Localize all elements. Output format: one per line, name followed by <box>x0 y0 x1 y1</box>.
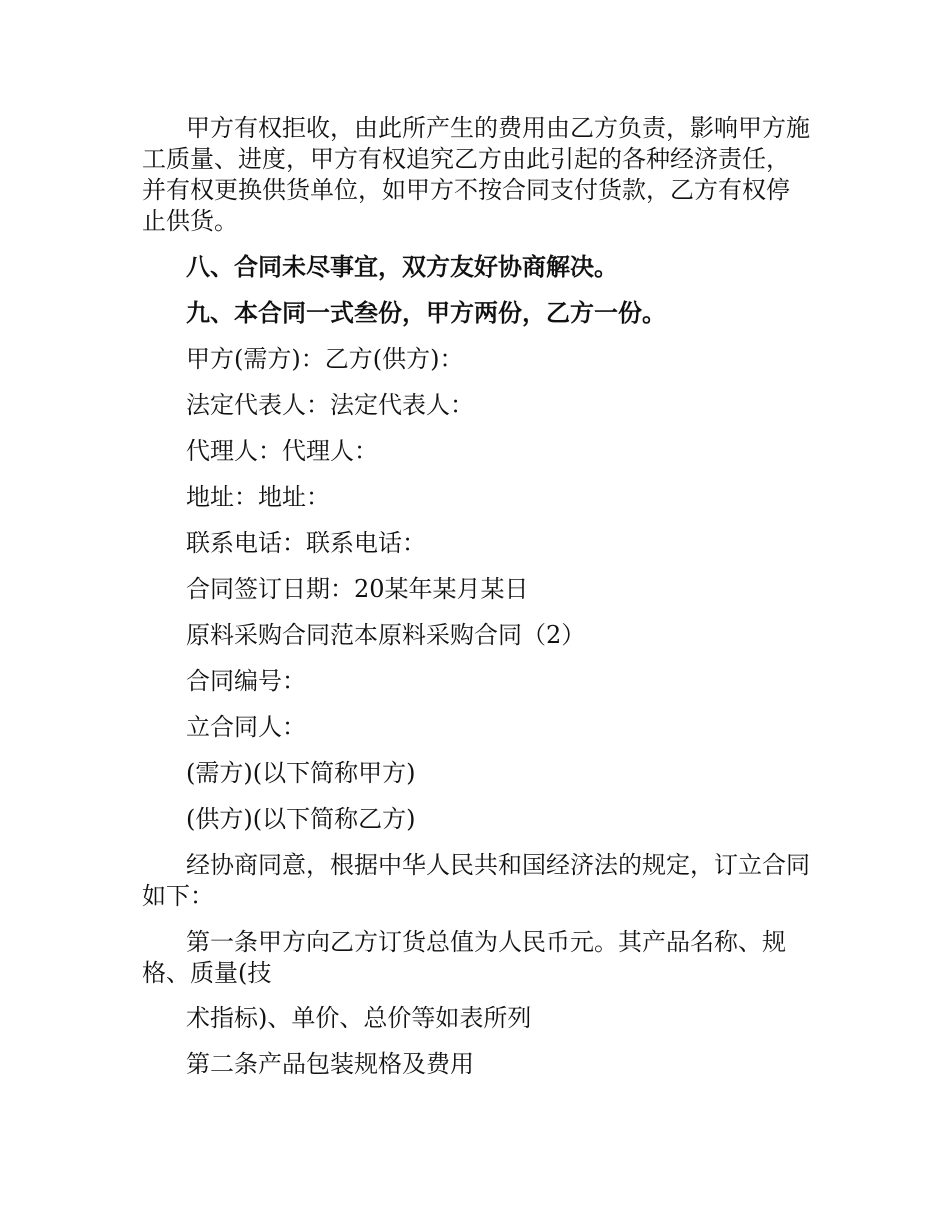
paragraph-agreement-intro: 经协商同意，根据中华人民共和国经济法的规定，订立合同如下： <box>142 851 810 910</box>
paragraph-article-one: 第一条甲方向乙方订货总值为人民币元。其产品名称、规格、质量(技 <box>142 928 786 987</box>
paragraph-rejection-clause: 甲方有权拒收，由此所产生的费用由乙方负责，影响甲方施工质量、进度，甲方有权追究乙方由此引起的各种经济责任，并有权更换供货单位，如甲方不按合同支付货款，乙方有权停止供货。 <box>142 114 810 235</box>
paragraph-clause-nine: 九、本合同一式叁份，甲方两份，乙方一份。 <box>186 299 666 327</box>
paragraph-addresses: 地址：地址： <box>186 483 330 511</box>
paragraph-party-names: 甲方(需方)：乙方(供方)： <box>186 345 464 373</box>
paragraph-article-one-continued: 术指标)、单价、总价等如表所列 <box>186 1004 532 1032</box>
paragraph-second-contract-title: 原料采购合同范本原料采购合同（2） <box>186 621 586 649</box>
paragraph-sign-date: 合同签订日期：20某年某月某日 <box>186 575 529 603</box>
paragraph-legal-representatives: 法定代表人：法定代表人： <box>186 391 474 419</box>
paragraph-supply-party: (供方)(以下简称乙方) <box>186 805 416 833</box>
paragraph-demand-party: (需方)(以下简称甲方) <box>186 759 416 787</box>
paragraph-contracting-party: 立合同人： <box>186 713 306 741</box>
paragraph-clause-eight: 八、合同未尽事宜，双方友好协商解决。 <box>186 253 618 281</box>
paragraph-phones: 联系电话：联系电话： <box>186 529 426 557</box>
paragraph-agents: 代理人：代理人： <box>186 437 378 465</box>
paragraph-contract-number: 合同编号： <box>186 667 306 695</box>
document-body <box>142 113 810 1095</box>
paragraph-article-two: 第二条产品包装规格及费用 <box>186 1050 474 1078</box>
